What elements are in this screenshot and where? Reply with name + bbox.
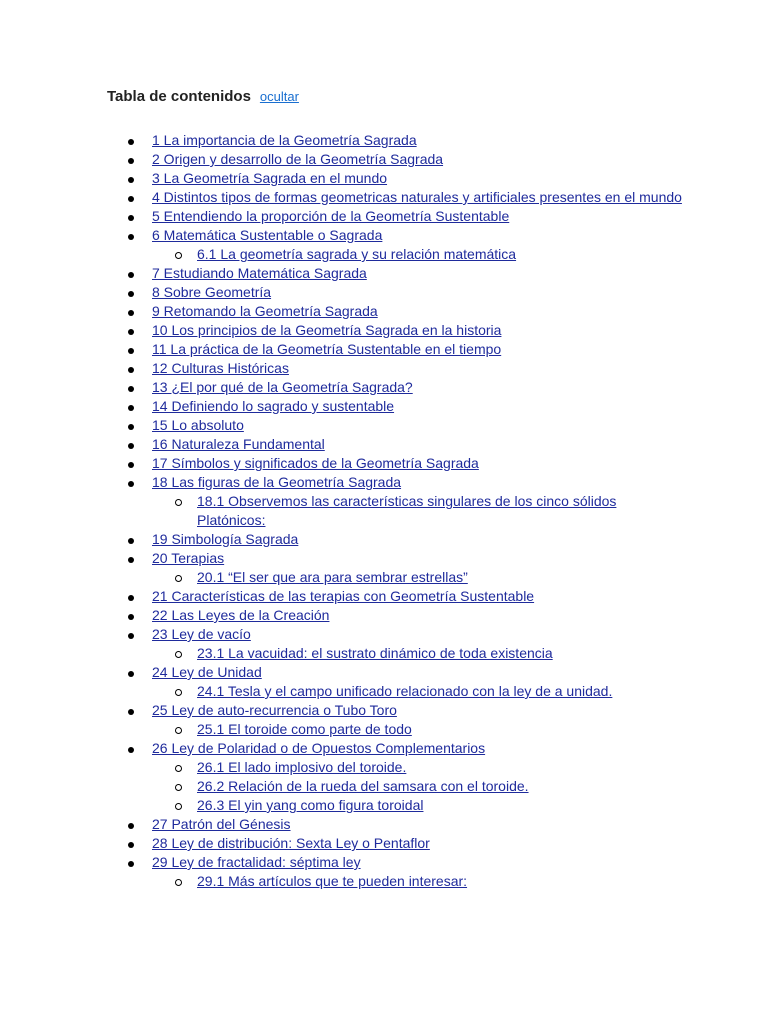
toc-item: [107, 853, 687, 891]
toc-item: [107, 454, 687, 473]
toc-sublink[interactable]: 24.1 Tesla y el campo unificado relacionado con la ley de a unidad.: [197, 683, 613, 699]
toc-subitem: [152, 245, 687, 264]
toc-subitem: [152, 777, 687, 796]
toc-link[interactable]: 7 Estudiando Matemática Sagrada: [152, 265, 367, 281]
toc-sublist: [152, 682, 687, 701]
toc-item: [107, 150, 687, 169]
toc-title: Tabla de contenidos: [107, 88, 251, 105]
toc-list: [107, 131, 687, 891]
toc-sublist: [152, 568, 687, 587]
toc-item: [107, 188, 687, 207]
toc-link[interactable]: 10 Los principios de la Geometría Sagrada en la historia: [152, 322, 502, 338]
toc-sublink[interactable]: 18.1 Observemos las características singulares de los cinco sólidos Platónicos:: [197, 493, 617, 528]
toc-sublink[interactable]: 29.1 Más artículos que te pueden interesar:: [197, 873, 468, 889]
toc-link[interactable]: 1 La importancia de la Geometría Sagrada: [152, 132, 417, 148]
toc-item: [107, 321, 687, 340]
toc-sublist: [152, 492, 687, 530]
toc-item: [107, 226, 687, 264]
toc-item: [107, 625, 687, 663]
toc-sublink[interactable]: 26.3 El yin yang como figura toroidal: [197, 797, 424, 813]
toc-link[interactable]: 2 Origen y desarrollo de la Geometría Sagrada: [152, 151, 444, 167]
toc-sublink[interactable]: 6.1 La geometría sagrada y su relación matemática: [197, 246, 517, 262]
toc-link[interactable]: 4 Distintos tipos de formas geometricas naturales y artificiales presentes en el mundo: [152, 189, 682, 205]
toc-link[interactable]: 6 Matemática Sustentable o Sagrada: [152, 227, 383, 243]
toc-link[interactable]: 11 La práctica de la Geometría Sustentable en el tiempo: [152, 341, 502, 357]
toc-link[interactable]: 13 ¿El por qué de la Geometría Sagrada?: [152, 379, 413, 395]
toc-item: [107, 473, 687, 530]
toc-item: [107, 549, 687, 587]
toc-item: [107, 169, 687, 188]
toc-sublink[interactable]: 26.1 El lado implosivo del toroide.: [197, 759, 407, 775]
toc-sublink[interactable]: 25.1 El toroide como parte de todo: [197, 721, 412, 737]
toc-link[interactable]: 20 Terapias: [152, 550, 225, 566]
toc-item: [107, 340, 687, 359]
toc-link[interactable]: 12 Culturas Históricas: [152, 360, 289, 376]
toc-subitem: [152, 492, 687, 530]
toc-item: [107, 587, 687, 606]
toc-item: [107, 701, 687, 739]
toc-subitem: [152, 758, 687, 777]
toc-link[interactable]: 16 Naturaleza Fundamental: [152, 436, 325, 452]
toc-link[interactable]: 17 Símbolos y significados de la Geometría Sagrada: [152, 455, 479, 471]
toc-subitem: [152, 568, 687, 587]
toc-sublist: [152, 720, 687, 739]
toc-item: [107, 530, 687, 549]
toc-item: [107, 131, 687, 150]
toc-link[interactable]: 22 Las Leyes de la Creación: [152, 607, 330, 623]
toc-header: [107, 88, 687, 114]
toc-item: [107, 435, 687, 454]
toc-item: [107, 663, 687, 701]
toc-subitem: [152, 872, 687, 891]
toc-subitem: [152, 796, 687, 815]
toc-item: [107, 397, 687, 416]
toc-sublist: [152, 758, 687, 815]
toc-hide-toggle-link[interactable]: ocultar: [259, 89, 299, 104]
toc-link[interactable]: 14 Definiendo lo sagrado y sustentable: [152, 398, 395, 414]
toc-link[interactable]: 28 Ley de distribución: Sexta Ley o Pentaflor: [152, 835, 430, 851]
toc-sublink[interactable]: 23.1 La vacuidad: el sustrato dinámico de toda existencia: [197, 645, 553, 661]
toc-link[interactable]: 27 Patrón del Génesis: [152, 816, 291, 832]
toc-subitem: [152, 644, 687, 663]
toc-link[interactable]: 5 Entendiendo la proporción de la Geometría Sustentable: [152, 208, 510, 224]
toc-sublist: [152, 872, 687, 891]
toc-item: [107, 283, 687, 302]
toc-item: [107, 416, 687, 435]
toc-link[interactable]: 24 Ley de Unidad: [152, 664, 262, 680]
toc-link[interactable]: 26 Ley de Polaridad o de Opuestos Complementarios: [152, 740, 486, 756]
toc-link[interactable]: 15 Lo absoluto: [152, 417, 244, 433]
toc-link[interactable]: 21 Características de las terapias con Geometría Sustentable: [152, 588, 535, 604]
toc-subitem: [152, 682, 687, 701]
toc-link[interactable]: 18 Las figuras de la Geometría Sagrada: [152, 474, 402, 490]
toc-item: [107, 359, 687, 378]
toc-sublist: [152, 644, 687, 663]
toc-item: [107, 302, 687, 321]
toc-item: [107, 739, 687, 815]
toc-sublink[interactable]: 20.1 “El ser que ara para sembrar estrellas”: [197, 569, 468, 585]
toc-link[interactable]: 25 Ley de auto-recurrencia o Tubo Toro: [152, 702, 397, 718]
toc-item: [107, 834, 687, 853]
toc-item: [107, 264, 687, 283]
table-of-contents: [107, 88, 687, 891]
toc-item: [107, 606, 687, 625]
toc-link[interactable]: 3 La Geometría Sagrada en el mundo: [152, 170, 388, 186]
toc-sublink[interactable]: 26.2 Relación de la rueda del samsara con el toroide.: [197, 778, 529, 794]
toc-link[interactable]: 23 Ley de vacío: [152, 626, 251, 642]
toc-item: [107, 815, 687, 834]
toc-subitem: [152, 720, 687, 739]
toc-link[interactable]: 9 Retomando la Geometría Sagrada: [152, 303, 378, 319]
toc-item: [107, 207, 687, 226]
toc-sublist: [152, 245, 687, 264]
toc-link[interactable]: 19 Simbología Sagrada: [152, 531, 299, 547]
toc-item: [107, 378, 687, 397]
toc-link[interactable]: 29 Ley de fractalidad: séptima ley: [152, 854, 361, 870]
toc-link[interactable]: 8 Sobre Geometría: [152, 284, 272, 300]
